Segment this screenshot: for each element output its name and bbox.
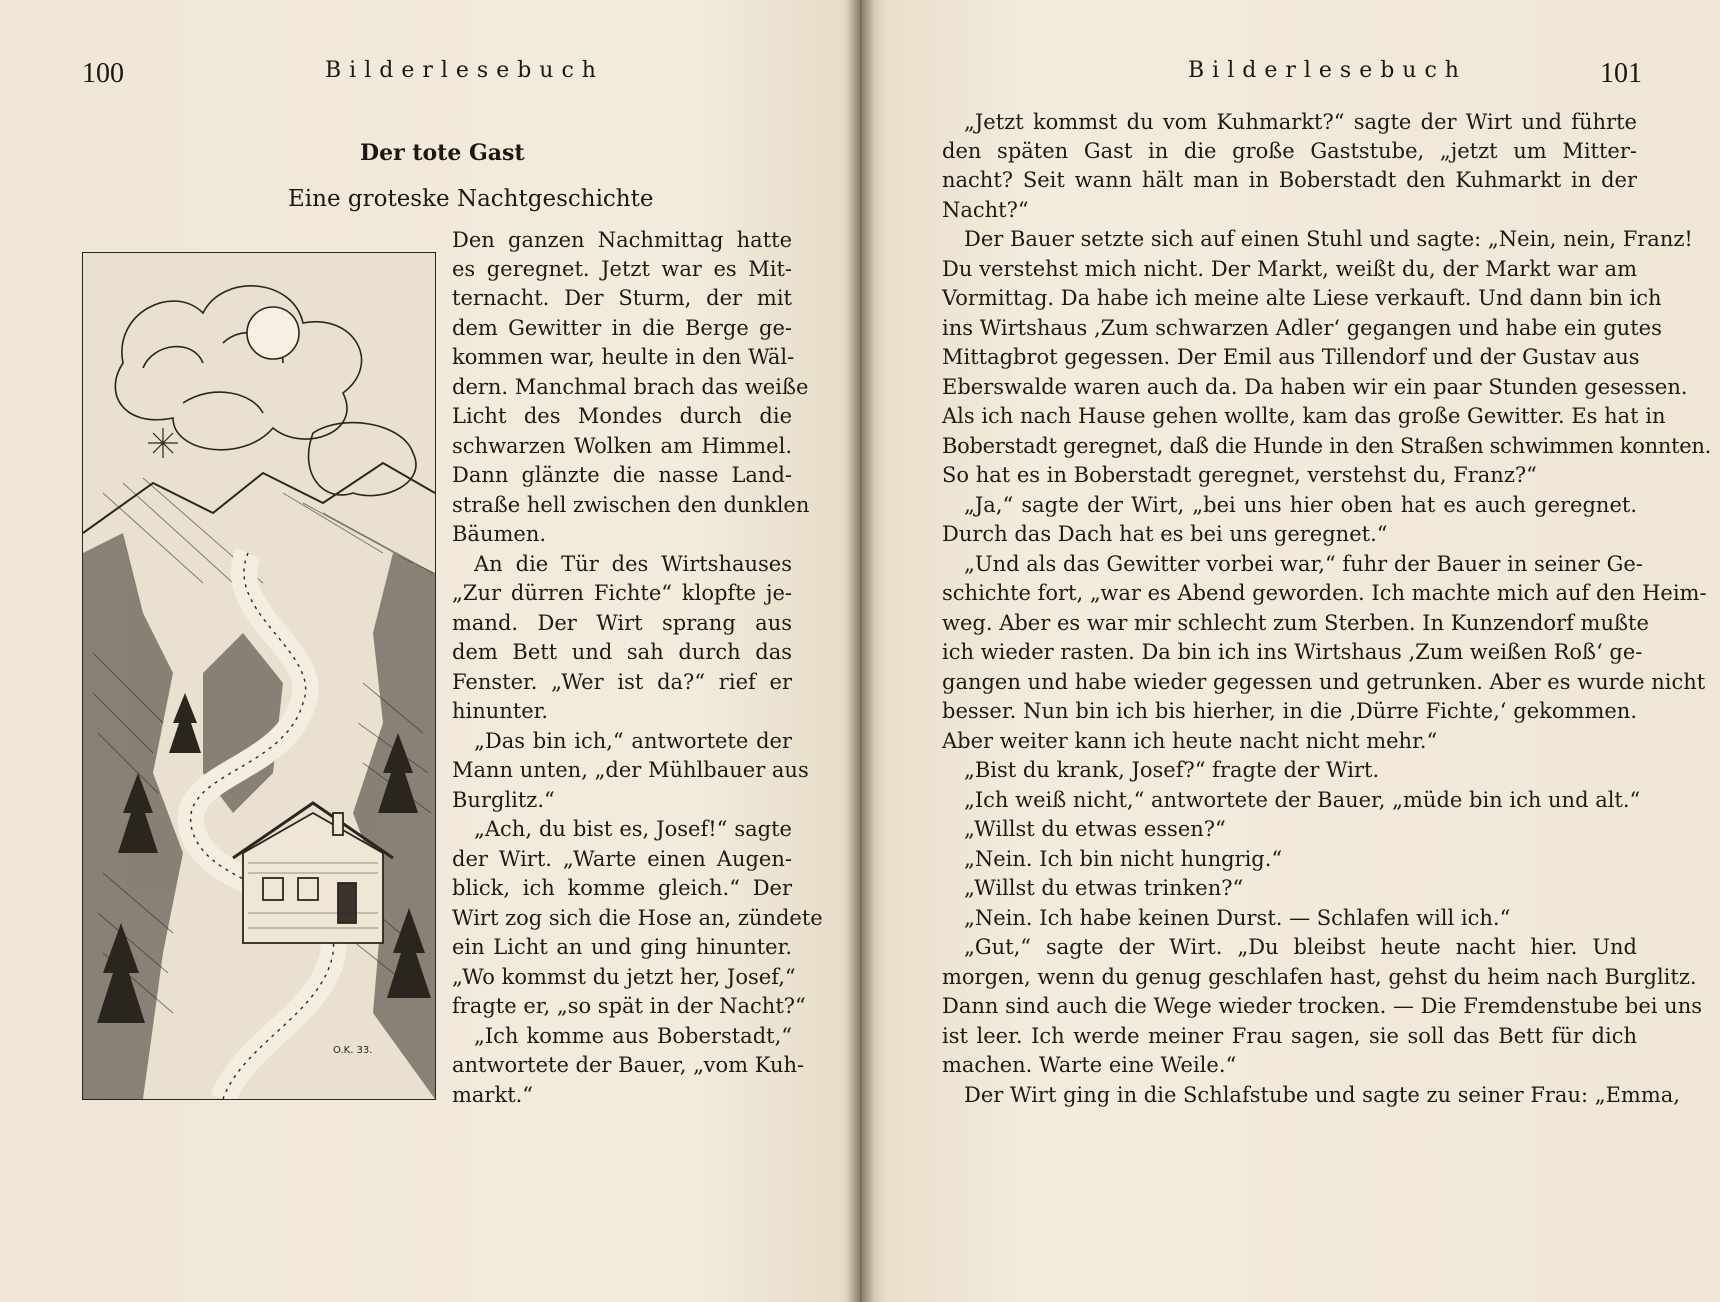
text-line: So hat es in Boberstadt geregnet, verstehst du, Franz?“ <box>942 463 1537 487</box>
text-line: Vormittag. Da habe ich meine alte Liese verkauft. Und dann bin ich <box>942 286 1662 310</box>
text-line: „Wo kommst du jetzt her, Josef,“ <box>452 965 796 989</box>
text-line: Dann sind auch die Wege wieder trocken. — Die Fremdenstube bei uns <box>942 994 1702 1018</box>
text-line: fragte er, „so spät in der Nacht?“ <box>452 994 806 1018</box>
page-number: 100 <box>82 58 124 89</box>
text-line: nacht? Seit wann hält man in Boberstadt den Kuhmarkt in der <box>942 168 1637 192</box>
text-line: „Jetzt kommst du vom Kuhmarkt?“ sagte der Wirt und führte <box>964 110 1637 134</box>
text-line: es geregnet. Jetzt war es Mit- <box>452 257 792 281</box>
text-line: „Gut,“ sagte der Wirt. „Du bleibst heute nacht hier. Und <box>964 935 1637 959</box>
text-line: ternacht. Der Sturm, der mit <box>452 286 792 310</box>
text-line: Burglitz.“ <box>452 788 555 812</box>
text-line: „Nein. Ich habe keinen Durst. — Schlafen will ich.“ <box>964 906 1511 930</box>
text-line: „Willst du etwas essen?“ <box>964 817 1226 841</box>
text-line: Licht des Mondes durch die <box>452 404 792 428</box>
text-line: „Das bin ich,“ antwortete der <box>474 729 792 753</box>
text-line: Als ich nach Hause gehen wollte, kam das große Gewitter. Es hat in <box>942 404 1666 428</box>
illustration-signature: O.K. 33. <box>333 1045 373 1056</box>
text-line: „Ich komme aus Boberstadt,“ <box>474 1024 792 1048</box>
text-line: Nacht?“ <box>942 198 1029 222</box>
text-line: „Ja,“ sagte der Wirt, „bei uns hier oben hat es auch geregnet. <box>964 493 1637 517</box>
text-line: blick, ich komme gleich.“ Der <box>452 876 792 900</box>
left-page <box>0 0 858 1302</box>
landscape-illustration <box>82 252 436 1100</box>
text-line: Du verstehst mich nicht. Der Markt, weißt du, der Markt war am <box>942 257 1637 281</box>
text-line: markt.“ <box>452 1083 534 1107</box>
text-line: „Bist du krank, Josef?“ fragte der Wirt. <box>964 758 1380 782</box>
text-line: ist leer. Ich werde meiner Frau sagen, sie soll das Bett für dich <box>942 1024 1637 1048</box>
text-line: straße hell zwischen den dunklen <box>452 493 810 517</box>
text-line: den späten Gast in die große Gaststube, „jetzt um Mitter- <box>942 139 1637 163</box>
text-line: besser. Nun bin ich bis hierher, in die ‚Dürre Fichte,‘ gekommen. <box>942 699 1637 723</box>
text-line: Den ganzen Nachmittag hatte <box>452 228 792 252</box>
text-line: Fenster. „Wer ist da?“ rief er <box>452 670 792 694</box>
text-line: weg. Aber es war mir schlecht zum Sterben. In Kunzendorf mußte <box>942 611 1649 635</box>
running-head: Bilderlesebuch <box>325 58 604 83</box>
text-line: „Und als das Gewitter vorbei war,“ fuhr der Bauer in seiner Ge- <box>964 552 1643 576</box>
text-line: Aber weiter kann ich heute nacht nicht mehr.“ <box>942 729 1438 753</box>
text-line: hinunter. <box>452 699 549 723</box>
text-line: antwortete der Bauer, „vom Kuh- <box>452 1053 805 1077</box>
text-line: der Wirt. „Warte einen Augen- <box>452 847 792 871</box>
text-line: dem Bett und sah durch das <box>452 640 792 664</box>
text-line: mand. Der Wirt sprang aus <box>452 611 792 635</box>
page-number: 101 <box>1600 58 1642 89</box>
text-line: dem Gewitter in die Berge ge- <box>452 316 792 340</box>
text-line: Der Wirt ging in die Schlafstube und sagte zu seiner Frau: „Emma, <box>964 1083 1680 1107</box>
text-line: machen. Warte eine Weile.“ <box>942 1053 1237 1077</box>
right-page <box>862 0 1720 1302</box>
text-line: Dann glänzte die nasse Land- <box>452 463 792 487</box>
text-line: schwarzen Wolken am Himmel. <box>452 434 792 458</box>
text-line: „Nein. Ich bin nicht hungrig.“ <box>964 847 1283 871</box>
text-line: Durch das Dach hat es bei uns geregnet.“ <box>942 522 1388 546</box>
text-line: Mittagbrot gegessen. Der Emil aus Tillendorf und der Gustav aus <box>942 345 1640 369</box>
story-subtitle: Eine groteske Nachtgeschichte <box>288 186 654 212</box>
text-line: „Ich weiß nicht,“ antwortete der Bauer, „müde bin ich und alt.“ <box>964 788 1641 812</box>
text-line: An die Tür des Wirtshauses <box>474 552 792 576</box>
text-line: schichte fort, „war es Abend geworden. Ich machte mich auf den Heim- <box>942 581 1707 605</box>
text-line: Der Bauer setzte sich auf einen Stuhl und sagte: „Nein, nein, Franz! <box>964 227 1693 251</box>
text-line: Wirt zog sich die Hose an, zündete <box>452 906 823 930</box>
text-line: Mann unten, „der Mühlbauer aus <box>452 758 809 782</box>
text-line: ein Licht an und ging hinunter. <box>452 935 792 959</box>
text-line: Eberswalde waren auch da. Da haben wir ein paar Stunden gesessen. <box>942 375 1688 399</box>
text-line: dern. Manchmal brach das weiße <box>452 375 809 399</box>
running-head: Bilderlesebuch <box>1188 58 1467 83</box>
text-line: Boberstadt geregnet, daß die Hunde in den Straßen schwimmen konnten. <box>942 434 1711 458</box>
text-line: Bäumen. <box>452 522 547 546</box>
text-line: „Willst du etwas trinken?“ <box>964 876 1244 900</box>
text-line: kommen war, heulte in den Wäl- <box>452 345 795 369</box>
text-line: „Zur dürren Fichte“ klopfte je- <box>452 581 792 605</box>
text-line: ich wieder rasten. Da bin ich ins Wirtshaus ‚Zum weißen Roß‘ ge- <box>942 640 1643 664</box>
text-line: „Ach, du bist es, Josef!“ sagte <box>474 817 792 841</box>
story-title: Der tote Gast <box>360 140 525 166</box>
text-line: ins Wirtshaus ‚Zum schwarzen Adler‘ gegangen und habe ein gutes <box>942 316 1662 340</box>
text-line: morgen, wenn du genug geschlafen hast, gehst du heim nach Burglitz. <box>942 965 1697 989</box>
text-line: gangen und habe wieder gegessen und getrunken. Aber es wurde nicht <box>942 670 1706 694</box>
